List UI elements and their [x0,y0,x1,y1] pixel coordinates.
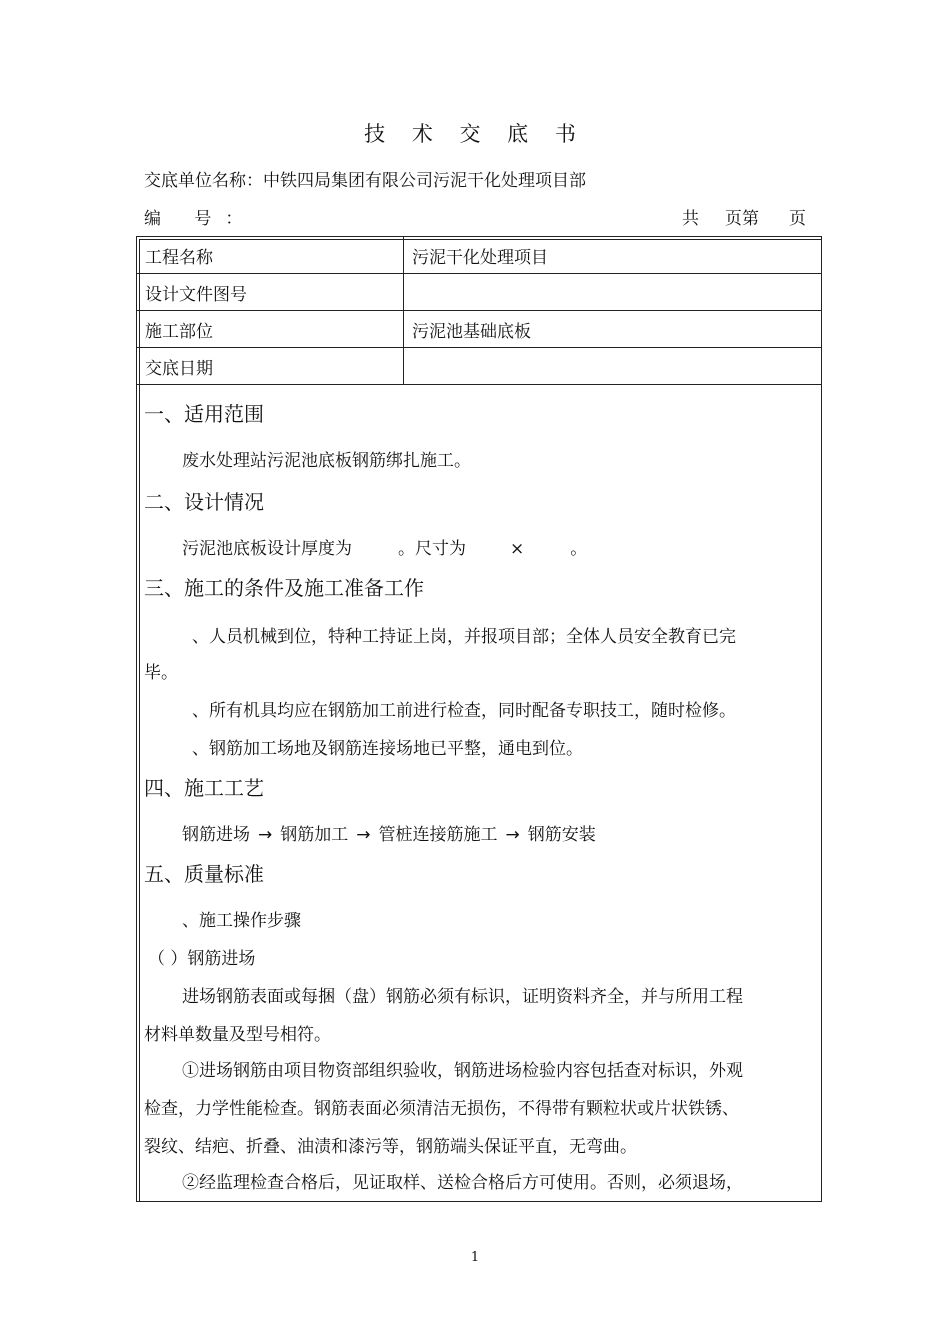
page-total-label: 共 [682,209,699,229]
document-code-label [144,204,256,229]
flow-step: 钢筋进场 [182,825,250,845]
project-info-table [136,236,822,385]
table-row [137,237,822,274]
table-row [137,311,822,348]
page-number: 1 [470,1250,480,1265]
subheading: 、施工操作步骤 [182,911,301,931]
section-heading: 四、施工工艺 [144,776,264,800]
table-cell-value [404,274,822,311]
section-heading: 一、适用范围 [144,402,264,426]
paragraph: 裂纹、结疤、折叠、油渍和漆污等，钢筋端头保证平直，无弯曲。 [144,1137,637,1157]
paragraph: 毕。 [144,663,178,683]
section-heading: 三、施工的条件及施工准备工作 [144,576,424,600]
arrow-right-icon: → [258,825,273,845]
paragraph: ①进场钢筋由项目物资部组织验收，钢筋进场检验内容包括查对标识，外观 [182,1061,743,1081]
paragraph [182,534,587,559]
flow-step: 钢筋加工 [280,825,349,845]
table-cell-label: 工程名称 [137,237,404,274]
paragraph: 材料单数量及型号相符。 [144,1025,331,1045]
paragraph: 、人员机械到位，特种工持证上岗，并报项目部；全体人员安全教育已完 [192,627,736,647]
paragraph: 进场钢筋表面或每捆（盘）钢筋必须有标识，证明资料齐全，并与所用工程 [182,987,743,1007]
flow-step: 管桩连接筋施工 [378,825,498,845]
table-cell-value [404,348,822,385]
section-heading: 五、质量标准 [144,862,264,886]
table-row [137,274,822,311]
flow-step: 钢筋安装 [527,825,596,845]
page-end-label: 页 [789,209,806,229]
section-heading: 二、设计情况 [144,490,264,514]
paragraph: 、钢筋加工场地及钢筋连接场地已平整，通电到位。 [192,739,583,759]
table-row [137,348,822,385]
table-cell-label: 交底日期 [137,348,404,385]
arrow-right-icon: → [505,825,520,845]
code-label: 编 号： [144,209,257,229]
table-cell-label: 施工部位 [137,311,404,348]
document-title: 技 术 交 底 书 [364,122,586,146]
design-text-d: 。 [570,539,588,559]
paragraph: ②经监理检查合格后，见证取样、送检合格后方可使用。否则，必须退场， [182,1173,743,1193]
subheading: （ ）钢筋进场 [148,949,256,969]
design-text-c: × [510,539,525,559]
page-info [682,204,806,229]
table-cell-value: 污泥池基础底板 [404,311,822,348]
page-mid-label: 页第 [725,209,759,229]
paragraph: 检查，力学性能检查。钢筋表面必须清洁无损伤，不得带有颗粒状或片状铁锈、 [144,1099,739,1119]
design-text-b: 。尺寸为 [398,539,466,559]
table-cell-value: 污泥干化处理项目 [404,237,822,274]
design-text-a: 污泥池底板设计厚度为 [182,539,352,559]
paragraph: 、所有机具均应在钢筋加工前进行检查，同时配备专职技工，随时检修。 [192,701,736,721]
table-cell-label: 设计文件图号 [137,274,404,311]
issuing-unit-line: 交底单位名称：中铁四局集团有限公司污泥干化处理项目部 [144,171,586,191]
paragraph: 废水处理站污泥池底板钢筋绑扎施工。 [182,451,471,471]
process-flow [182,820,596,845]
arrow-right-icon: → [356,825,371,845]
